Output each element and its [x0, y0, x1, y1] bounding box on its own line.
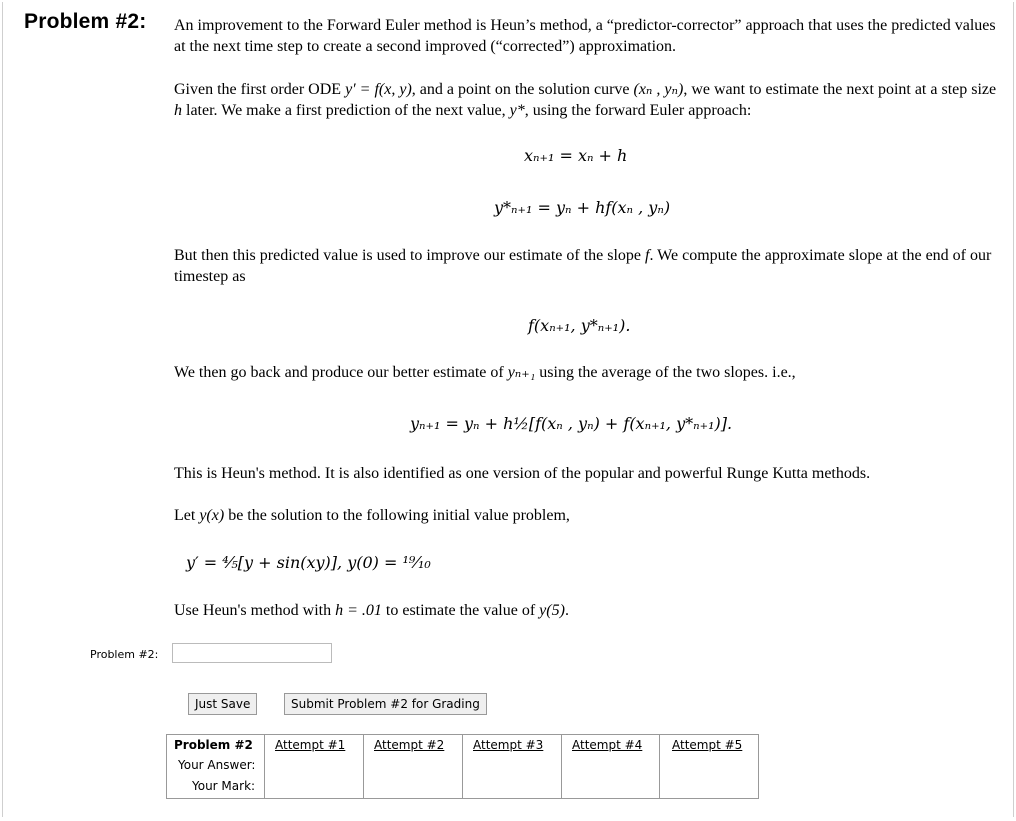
intro-paragraph: An improvement to the Forward Euler method is Heun’s method, a “predictor-corrector” approach that uses the predicted values at the next time step to create a second improved (“corrected”) approximation.	[174, 17, 996, 55]
text-span: Let	[174, 507, 200, 524]
table-header: Problem #2	[174, 738, 253, 752]
attempt-cell	[660, 735, 759, 799]
text-span: to estimate the value of	[381, 602, 540, 619]
submit-button[interactable]: Submit Problem #2 for Grading	[284, 693, 487, 715]
problem-title: Problem #2:	[24, 10, 147, 33]
text-span: using the average of the two slopes. i.e.,	[535, 364, 796, 381]
text-span: .	[564, 602, 569, 619]
just-save-button[interactable]: Just Save	[188, 693, 257, 715]
equation-end-slope: f(xₙ₊₁, y*ₙ₊₁).	[528, 316, 631, 335]
attempt-link[interactable]: Attempt #1	[275, 738, 346, 752]
h-inline: h	[174, 102, 182, 119]
text-span: later. We make a first prediction of the next value,	[182, 102, 510, 119]
text-span: Given the first order ODE	[174, 81, 346, 98]
your-mark-label: Your Mark:	[192, 779, 256, 793]
f-inline: f	[645, 247, 650, 264]
equation-ivp: y′ = ⁴⁄₅[y + sin(xy)], y(0) = ¹⁹⁄₁₀	[186, 553, 431, 572]
text-span: But then this predicted value is used to improve our estimate of the slope	[174, 247, 646, 264]
attempt-cell	[463, 735, 562, 799]
attempt-cell	[364, 735, 463, 799]
equation-x-step: xₙ₊₁ = xₙ + h	[524, 146, 628, 165]
attempt-link[interactable]: Attempt #5	[672, 738, 743, 752]
attempt-cell	[265, 735, 364, 799]
text-span: , we want to estimate the next point at a step size	[683, 81, 997, 98]
step-size-inline: h = .01	[335, 602, 382, 619]
text-span: be the solution to the following initial value problem,	[224, 507, 570, 524]
ode-inline: y′ = f(x, y)	[345, 81, 412, 98]
text-span: We then go back and produce our better estimate of	[174, 364, 508, 381]
attempt-link[interactable]: Attempt #2	[374, 738, 445, 752]
attempt-cell	[562, 735, 660, 799]
attempts-table	[166, 734, 759, 799]
text-span: , and a point on the solution curve	[411, 81, 634, 98]
point-inline: (xₙ , yₙ)	[633, 81, 684, 98]
answer-label: Problem #2:	[90, 648, 159, 661]
ode-paragraph	[174, 79, 999, 121]
answer-input[interactable]	[172, 643, 332, 663]
target-inline: y(5)	[539, 602, 565, 619]
task-paragraph	[174, 600, 999, 621]
attempt-link[interactable]: Attempt #4	[572, 738, 643, 752]
heun-description: This is Heun's method. It is also identified as one version of the popular and powerful Runge Kutta methods.	[174, 465, 871, 482]
attempt-link[interactable]: Attempt #3	[473, 738, 544, 752]
text-span: . We compute the approximate slope at the end of our timestep as	[174, 247, 992, 285]
equation-predictor: y*ₙ₊₁ = yₙ + hf(xₙ , yₙ)	[494, 198, 671, 217]
your-answer-label: Your Answer:	[178, 758, 256, 772]
slope-paragraph	[174, 245, 999, 287]
equation-corrector: yₙ₊₁ = yₙ + h½[f(xₙ , yₙ) + f(xₙ₊₁, y*ₙ₊₁)].	[410, 414, 733, 433]
y-next-inline: yₙ₊₁	[507, 364, 536, 381]
text-span: , using the forward Euler approach:	[524, 102, 752, 119]
text-span: Use Heun's method with	[174, 602, 336, 619]
average-paragraph	[174, 362, 999, 383]
ystar-inline: y*	[509, 102, 525, 119]
yx-inline: y(x)	[199, 507, 225, 524]
table-label-cell	[167, 735, 265, 799]
ivp-intro	[174, 505, 999, 526]
page-frame	[2, 2, 1014, 817]
